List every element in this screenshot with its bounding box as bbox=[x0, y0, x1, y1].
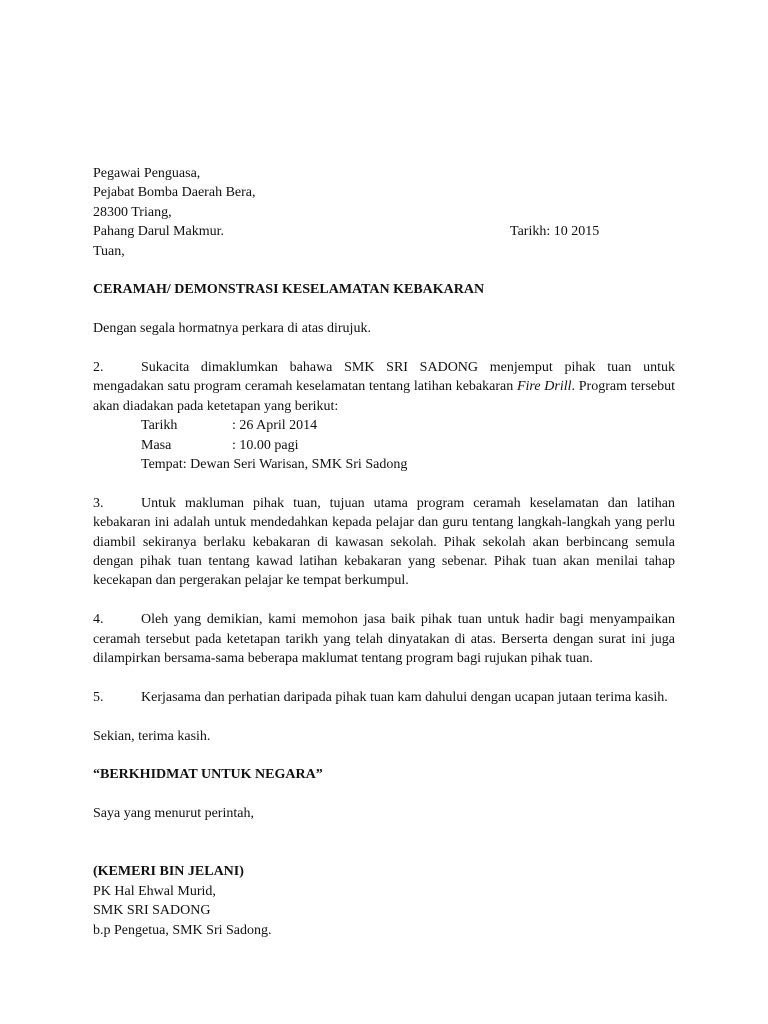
signatory-on-behalf: b.p Pengetua, SMK Sri Sadong. bbox=[93, 922, 272, 938]
recipient-line-4: Pahang Darul Makmur. bbox=[93, 224, 225, 240]
recipient-line-1: Pegawai Penguasa, bbox=[93, 166, 201, 181]
paragraph-5-text: Kerjasama dan perhatian daripada pihak tuan kam dahului dengan ucapan jutaan terima kasih. bbox=[141, 689, 668, 705]
subject-heading: CERAMAH/ DEMONSTRASI KESELAMATAN KEBAKARAN bbox=[93, 282, 485, 298]
detail-key: Masa bbox=[141, 437, 172, 453]
paragraph-2 bbox=[93, 358, 675, 416]
recipient-date-row bbox=[93, 222, 675, 241]
venue-text: Tempat: Dewan Seri Warisan, SMK Sri Sadong bbox=[141, 457, 408, 473]
paragraph-3-text: Untuk makluman pihak tuan, tujuan utama program ceramah keselamatan dan latihan kebakaran ini adalah untuk mendedahkan kepada pelajar dan guru tentang langkah-langkah yang perlu diambil sekiranya berlaku kebakaran di kawasan sekolah. Pihak sekolah akan berbincang semula dengan pihak tuan tentang kawad latihan kebakaran yang sebenar. Pihak tuan akan menilai tahap kecekapan dan pergerakan pelajar ke tempat berkumpul. bbox=[93, 495, 675, 589]
paragraph-4 bbox=[93, 610, 675, 668]
detail-row-time bbox=[93, 436, 675, 455]
paragraph-number: 5. bbox=[93, 689, 104, 705]
paragraph-2-text-before: Sukacita dimaklumkan bahawa SMK SRI SADONG menjemput pihak tuan untuk mengadakan satu program ceramah keselamatan tentang latihan kebakaran bbox=[93, 360, 675, 395]
paragraph-4-text: Oleh yang demikian, kami memohon jasa baik pihak tuan untuk hadir bagi menyampaikan ceramah tersebut pada ketetapan tarikh yang telah dinyatakan di atas. Berserta dengan surat ini juga dilampirkan bersama-sama beberapa maklumat tentang program bagi rujukan pihak tuan. bbox=[93, 612, 675, 667]
paragraph-number: 2. bbox=[93, 360, 104, 376]
closing-text: Sekian, terima kasih. bbox=[93, 728, 211, 744]
signatory-school: SMK SRI SADONG bbox=[93, 903, 211, 919]
paragraph-2-italic: Fire Drill bbox=[516, 379, 572, 395]
detail-value: : 26 April 2014 bbox=[232, 418, 318, 434]
detail-row-date bbox=[93, 416, 675, 435]
detail-row-venue bbox=[93, 455, 675, 474]
recipient-line-2: Pejabat Bomba Daerah Bera, bbox=[93, 185, 256, 201]
paragraph-5 bbox=[93, 688, 675, 707]
detail-value: : 10.00 pagi bbox=[232, 437, 299, 453]
salutation: Tuan, bbox=[93, 243, 125, 259]
paragraph-number: 3. bbox=[93, 495, 104, 511]
motto: “BERKHIDMAT UNTUK NEGARA” bbox=[93, 767, 323, 783]
paragraph-2-text-after: . Program tersebut akan diadakan pada ketetapan yang berikut: bbox=[93, 379, 676, 414]
letter-body bbox=[93, 164, 675, 940]
signatory-title: PK Hal Ehwal Murid, bbox=[93, 883, 216, 899]
paragraph-3 bbox=[93, 494, 675, 591]
recipient-line-3: 28300 Triang, bbox=[93, 204, 172, 220]
sign-off: Saya yang menurut perintah, bbox=[93, 806, 254, 822]
intro-text: Dengan segala hormatnya perkara di atas dirujuk. bbox=[93, 321, 371, 337]
signatory-name: (KEMERI BIN JELANI) bbox=[93, 864, 244, 880]
letter-date: Tarikh: 10 2015 bbox=[510, 224, 600, 240]
detail-key: Tarikh bbox=[141, 418, 178, 434]
paragraph-number: 4. bbox=[93, 612, 104, 628]
